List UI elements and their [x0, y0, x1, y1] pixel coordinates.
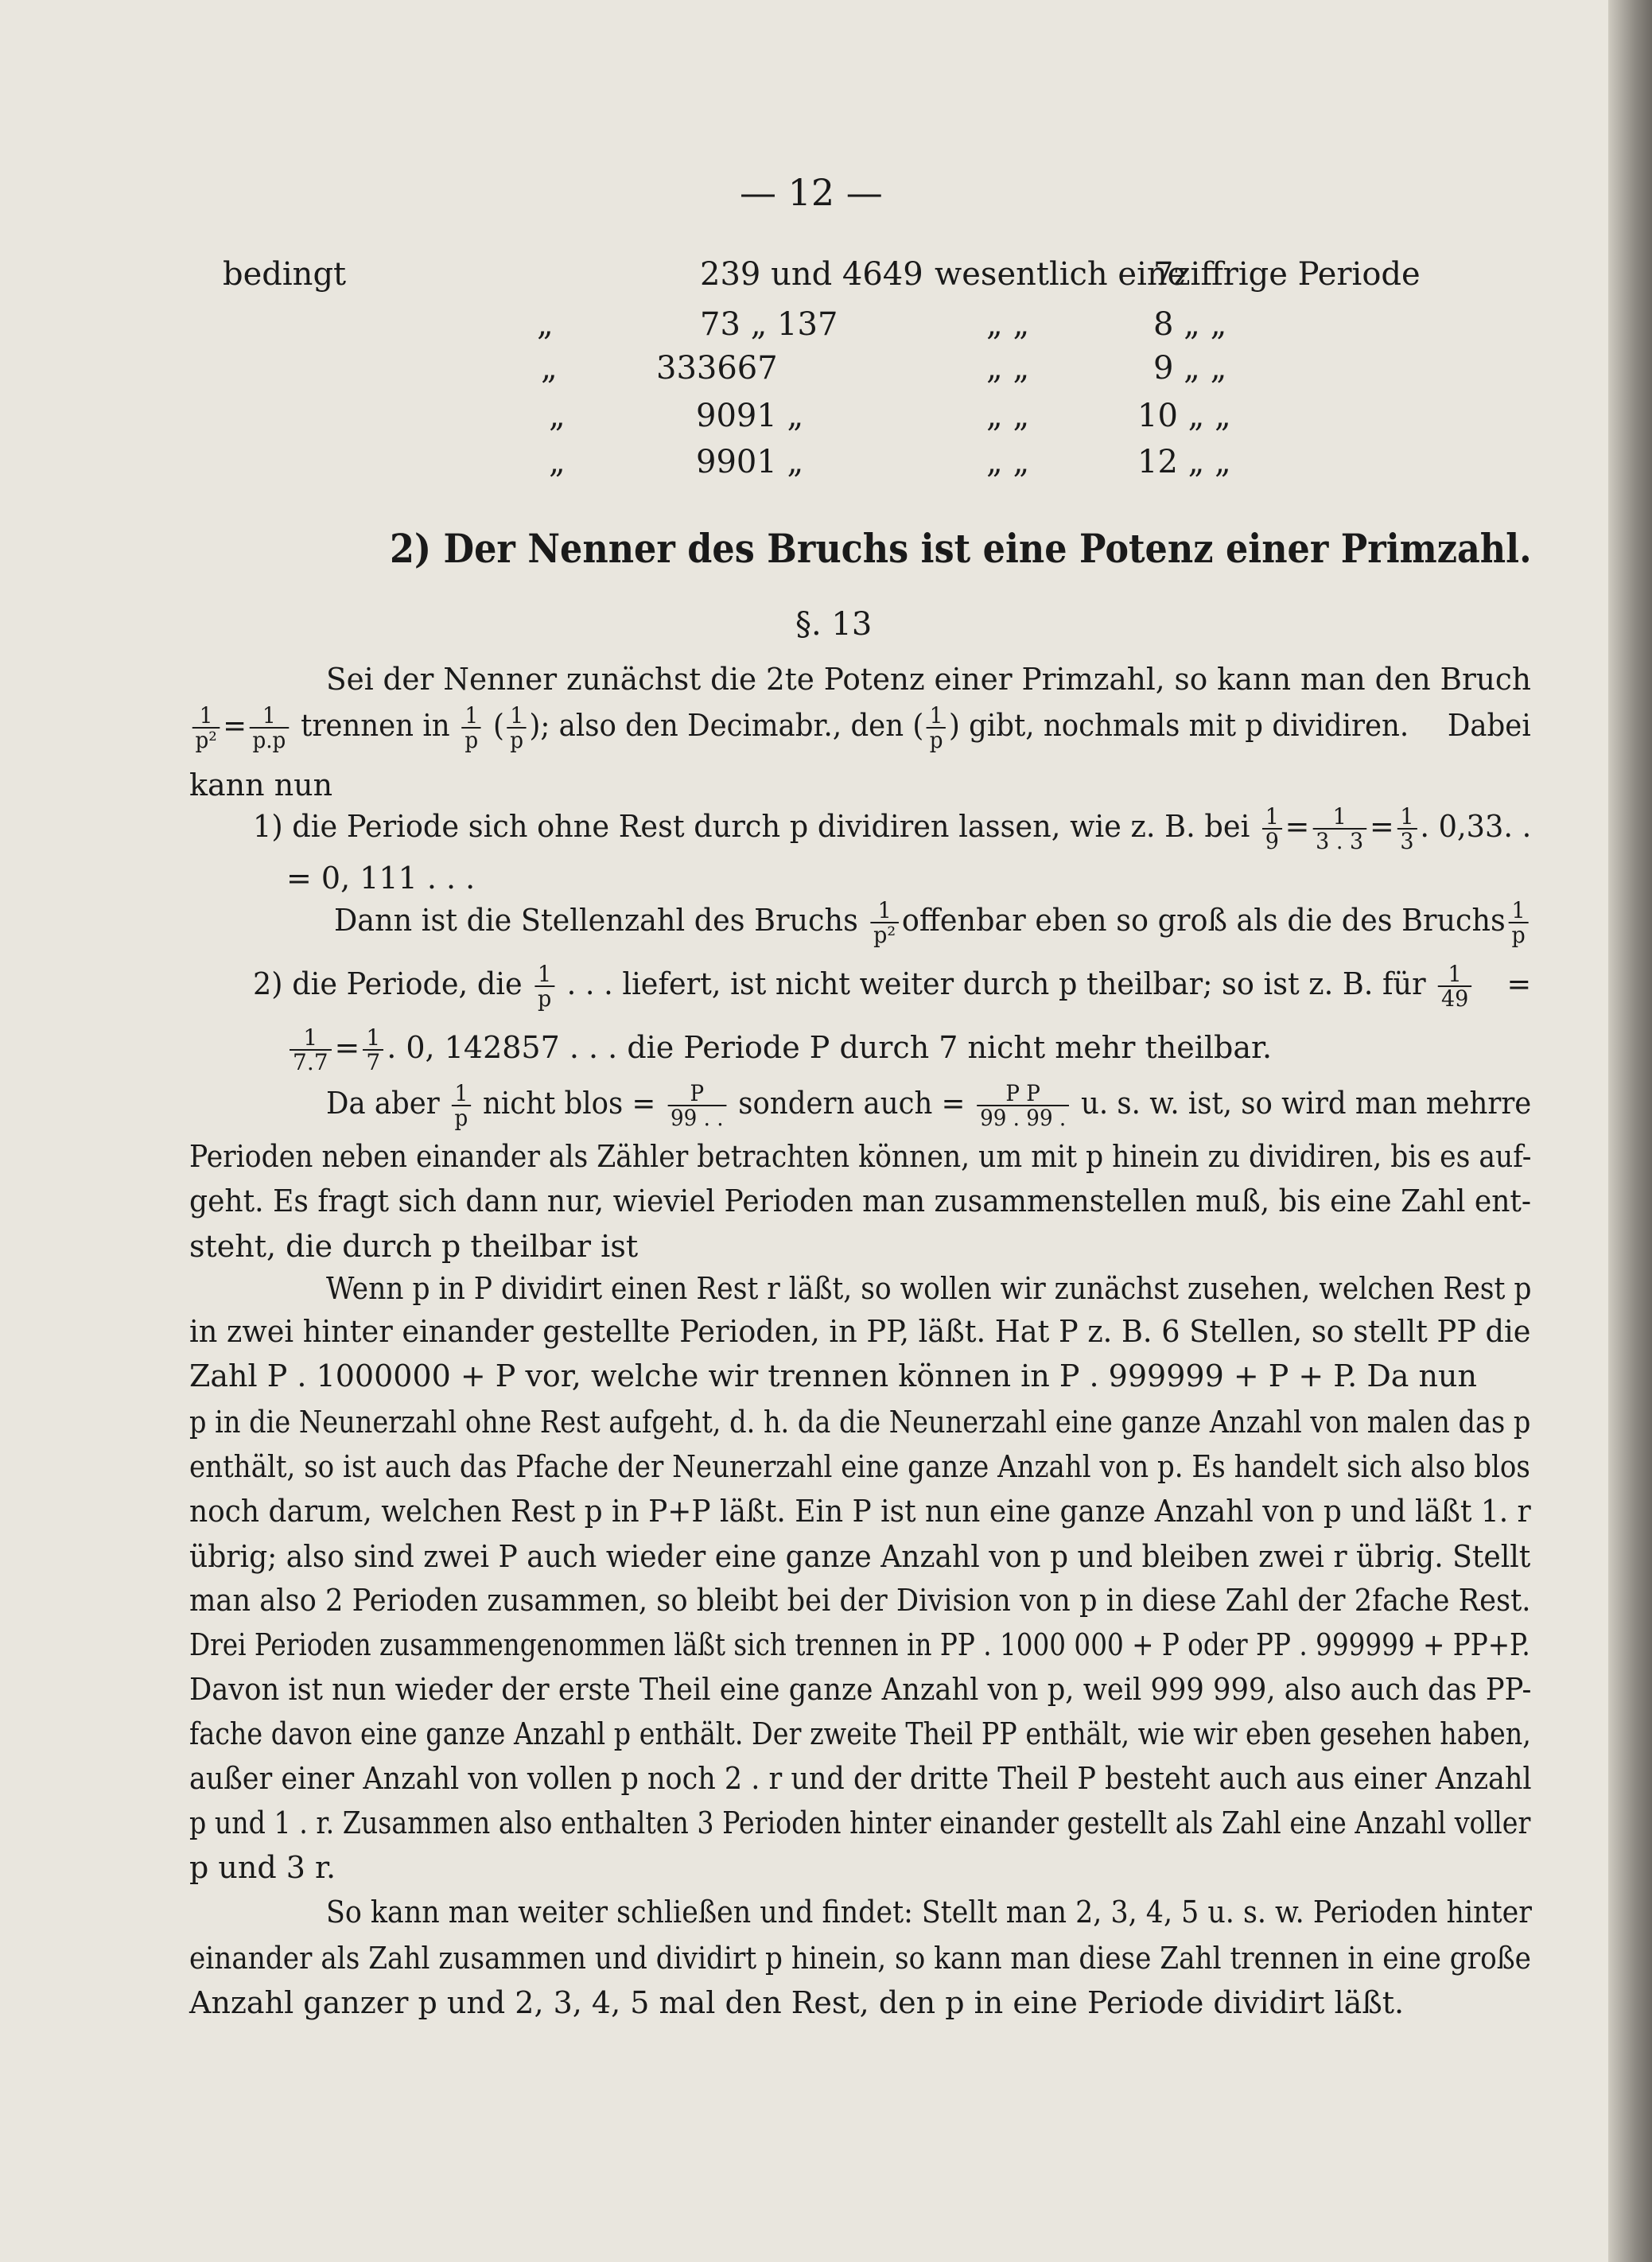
- text-line: p und 1 . r. Zusammen also enthalten 3 Perioden hinter einander gestellt als Zahl eine Anzahl voller: [189, 1805, 1531, 1840]
- page-edge-shadow: [1608, 0, 1652, 2262]
- numerator: 1: [250, 704, 289, 729]
- denominator: 3: [1400, 828, 1414, 855]
- denominator: 9: [1265, 828, 1279, 855]
- fraction: [1438, 962, 1471, 1011]
- numerator: 1: [1262, 805, 1282, 830]
- text-line: So kann man weiter schließen und findet: Stellt man 2, 3, 4, 5 u. s. w. Perioden hinter: [326, 1895, 1532, 1930]
- equals-sign: =: [223, 707, 247, 743]
- table-cell: 9091 „: [696, 398, 804, 434]
- numerator: 1: [507, 704, 527, 729]
- text-line: [253, 962, 1531, 1011]
- denominator: p.p: [252, 727, 286, 754]
- table-cell: 7ziffrige Periode: [1153, 256, 1421, 293]
- numerator: 1: [870, 899, 899, 923]
- denominator: p: [510, 727, 524, 754]
- denominator: p: [454, 1105, 468, 1132]
- numerator: 1: [1509, 899, 1529, 923]
- numerator: 1: [363, 1026, 383, 1051]
- text-line: [253, 805, 1531, 853]
- text-line: [326, 1082, 1531, 1130]
- denominator: 99 . .: [670, 1105, 724, 1132]
- text-segment: Dabei: [1447, 707, 1531, 743]
- table-cell: 239 und 4649: [700, 256, 923, 293]
- numerator: 1: [927, 704, 946, 729]
- text-line: $\frac{1}{7.7}$ = $\frac{1}{7}$ . 0, 142857 . . . die Periode P durch 7 nicht mehr theilbar.: [286, 1026, 1272, 1075]
- text-line: = 0, 111 . . .: [286, 861, 476, 896]
- text-line: p in die Neunerzahl ohne Rest aufgeht, d. h. da die Neunerzahl eine ganze Anzahl von malen das p: [189, 1405, 1531, 1440]
- numerator: P P: [977, 1082, 1069, 1106]
- text-line: Drei Perioden zusammengenommen läßt sich trennen in PP . 1000 000 + P oder PP . 999999 + PP+P.: [189, 1627, 1530, 1662]
- fraction: [250, 704, 289, 752]
- table-cell: „: [537, 306, 554, 343]
- text-line: in zwei hinter einander gestellte Perioden, in PP, läßt. Hat P z. B. 6 Stellen, so stellt PP die: [189, 1314, 1531, 1349]
- section-heading: 2) Der Nenner des Bruchs ist eine Potenz einer Primzahl.: [390, 525, 1532, 572]
- numerator: 1: [534, 962, 554, 987]
- text-segment: sondern auch =: [738, 1085, 966, 1121]
- denominator: 3 . 3: [1316, 828, 1364, 855]
- text-line: Anzahl ganzer p und 2, 3, 4, 5 mal den Rest, den p in eine Periode dividirt läßt.: [189, 1985, 1405, 2020]
- fraction: [507, 704, 527, 752]
- table-cell: „ „: [986, 444, 1030, 480]
- numerator: 1: [1438, 962, 1471, 987]
- text-line: Zahl P . 1000000 + P vor, welche wir trennen können in P . 999999 + P + P. Da nun: [189, 1358, 1477, 1393]
- fraction: [870, 899, 899, 947]
- text-line: Wenn p in P dividirt einen Rest r läßt, so wollen wir zunächst zusehen, welchen Rest p: [326, 1271, 1532, 1306]
- table-cell: 10 „ „: [1137, 398, 1231, 434]
- text-line: [334, 899, 1531, 947]
- fraction: [462, 704, 481, 752]
- table-cell: wesentlich eine: [935, 256, 1187, 293]
- numerator: 1: [1397, 805, 1417, 830]
- denominator: p: [1511, 922, 1526, 949]
- text-segment: Da aber: [326, 1085, 440, 1121]
- text-line: fache davon eine ganze Anzahl p enthält. Der zweite Theil PP enthält, wie wir eben gesehen haben,: [189, 1716, 1531, 1751]
- numerator: P: [667, 1082, 726, 1106]
- table-cell: „ „: [986, 350, 1030, 387]
- denominator: 7: [366, 1049, 381, 1076]
- denominator: p²: [195, 727, 217, 754]
- text-line: Perioden neben einander als Zähler betrachten können, um mit p hinein zu dividiren, bis es auf-: [189, 1139, 1532, 1174]
- table-cell: „: [549, 398, 566, 434]
- fraction: [1312, 805, 1366, 853]
- table-cell: „ „: [986, 306, 1030, 343]
- text-line: $\frac{1}{\text{p²}}$ = $\frac{1}{p.p}$ trennen in $\frac{1}{p}$ ( $\frac{1}{p}$ ); also den Decimabr., den ( $\frac{1}{p}$ ) gibt, nochmals mit p dividiren. Dabei: [189, 704, 1531, 752]
- text-line: steht, die durch p theilbar ist: [189, 1229, 639, 1264]
- numerator: 1: [192, 704, 220, 729]
- fraction: [667, 1082, 726, 1130]
- denominator: 49: [1440, 985, 1469, 1012]
- text-segment: ) gibt, nochmals mit p dividiren.: [948, 707, 1409, 743]
- text-segment: nicht blos =: [483, 1085, 656, 1121]
- text-segment: . 0,33. .: [1420, 808, 1532, 844]
- text-segment: trennen in: [301, 707, 450, 743]
- section-number: §. 13: [795, 606, 873, 643]
- numerator: 1: [1312, 805, 1366, 830]
- text-line: enthält, so ist auch das Pfache der Neunerzahl eine ganze Anzahl von p. Es handelt sich also blos: [189, 1449, 1530, 1484]
- fraction: [1509, 899, 1529, 947]
- fraction: [927, 704, 946, 752]
- text-segment: Dann ist die Stellenzahl des Bruchs: [334, 902, 858, 938]
- fraction: [1262, 805, 1282, 853]
- table-cell: bedingt: [223, 256, 347, 293]
- table-cell: 8 „ „: [1153, 306, 1227, 343]
- text-segment: ; also den Decimabr., den (: [540, 707, 924, 743]
- numerator: 1: [452, 1082, 471, 1106]
- text-line: p und 3 r.: [189, 1850, 336, 1885]
- denominator: p: [929, 727, 943, 754]
- denominator: 7.7: [293, 1049, 328, 1076]
- table-cell: 9901 „: [696, 444, 804, 480]
- fraction: [1397, 805, 1417, 853]
- fraction: [192, 704, 220, 752]
- fraction: [534, 962, 554, 1011]
- table-cell: „: [541, 350, 558, 387]
- table-cell: 333667: [656, 350, 778, 387]
- equals-sign: =: [1506, 966, 1532, 1001]
- equals-sign: =: [1369, 808, 1394, 844]
- text-line: geht. Es fragt sich dann nur, wieviel Perioden man zusammenstellen muß, bis eine Zahl ent-: [189, 1183, 1532, 1218]
- numerator: 1: [290, 1026, 332, 1051]
- denominator: p²: [873, 922, 896, 949]
- denominator: 99 . 99 .: [980, 1105, 1067, 1132]
- text-segment: offenbar eben so groß als die des Bruchs: [901, 902, 1506, 938]
- denominator: p: [465, 727, 479, 754]
- text-segment: u. s. w. ist, so wird man mehrre: [1080, 1085, 1532, 1121]
- equals-sign: =: [1285, 808, 1310, 844]
- denominator: p: [537, 985, 552, 1012]
- text-segment: 0, 142857 . . . die Periode P durch 7 nicht mehr theilbar.: [406, 1029, 1273, 1065]
- text-line: außer einer Anzahl von vollen p noch 2 . r und der dritte Theil P besteht auch aus einer Anzahl: [189, 1761, 1532, 1796]
- text-line: noch darum, welchen Rest p in P+P läßt. Ein P ist nun eine ganze Anzahl von p und läßt 1. r: [189, 1494, 1531, 1529]
- text-segment: . . . liefert, ist nicht weiter durch p theilbar; so ist z. B. für: [566, 966, 1426, 1001]
- text-line: man also 2 Perioden zusammen, so bleibt bei der Division von p in diese Zahl der 2fache Rest.: [189, 1583, 1531, 1618]
- text-line: Sei der Nenner zunächst die 2te Potenz einer Primzahl, so kann man den Bruch: [326, 662, 1531, 697]
- fraction: [363, 1026, 383, 1075]
- text-line: einander als Zahl zusammen und dividirt p hinein, so kann man diese Zahl trennen in eine große: [189, 1941, 1531, 1976]
- fraction: [452, 1082, 471, 1130]
- fraction: [290, 1026, 332, 1075]
- text-line: übrig; also sind zwei P auch wieder eine ganze Anzahl von p und bleiben zwei r übrig. Stellt: [189, 1539, 1531, 1574]
- text-segment: 1) die Periode sich ohne Rest durch p dividiren lassen, wie z. B. bei: [253, 808, 1250, 844]
- table-cell: 73 „ 137: [700, 306, 838, 343]
- table-cell: „: [549, 444, 566, 480]
- equals-sign: =: [334, 1029, 360, 1065]
- text-segment: 2) die Periode, die: [253, 966, 523, 1001]
- text-line: Davon ist nun wieder der erste Theil eine ganze Anzahl von p, weil 999 999, also auch das PP-: [189, 1672, 1532, 1707]
- fraction: [977, 1082, 1069, 1130]
- table-cell: 9 „ „: [1153, 350, 1227, 387]
- table-cell: 12 „ „: [1137, 444, 1231, 480]
- text-line: kann nun: [189, 768, 333, 803]
- numerator: 1: [462, 704, 481, 729]
- page-number: — 12 —: [740, 171, 883, 214]
- table-cell: „ „: [986, 398, 1030, 434]
